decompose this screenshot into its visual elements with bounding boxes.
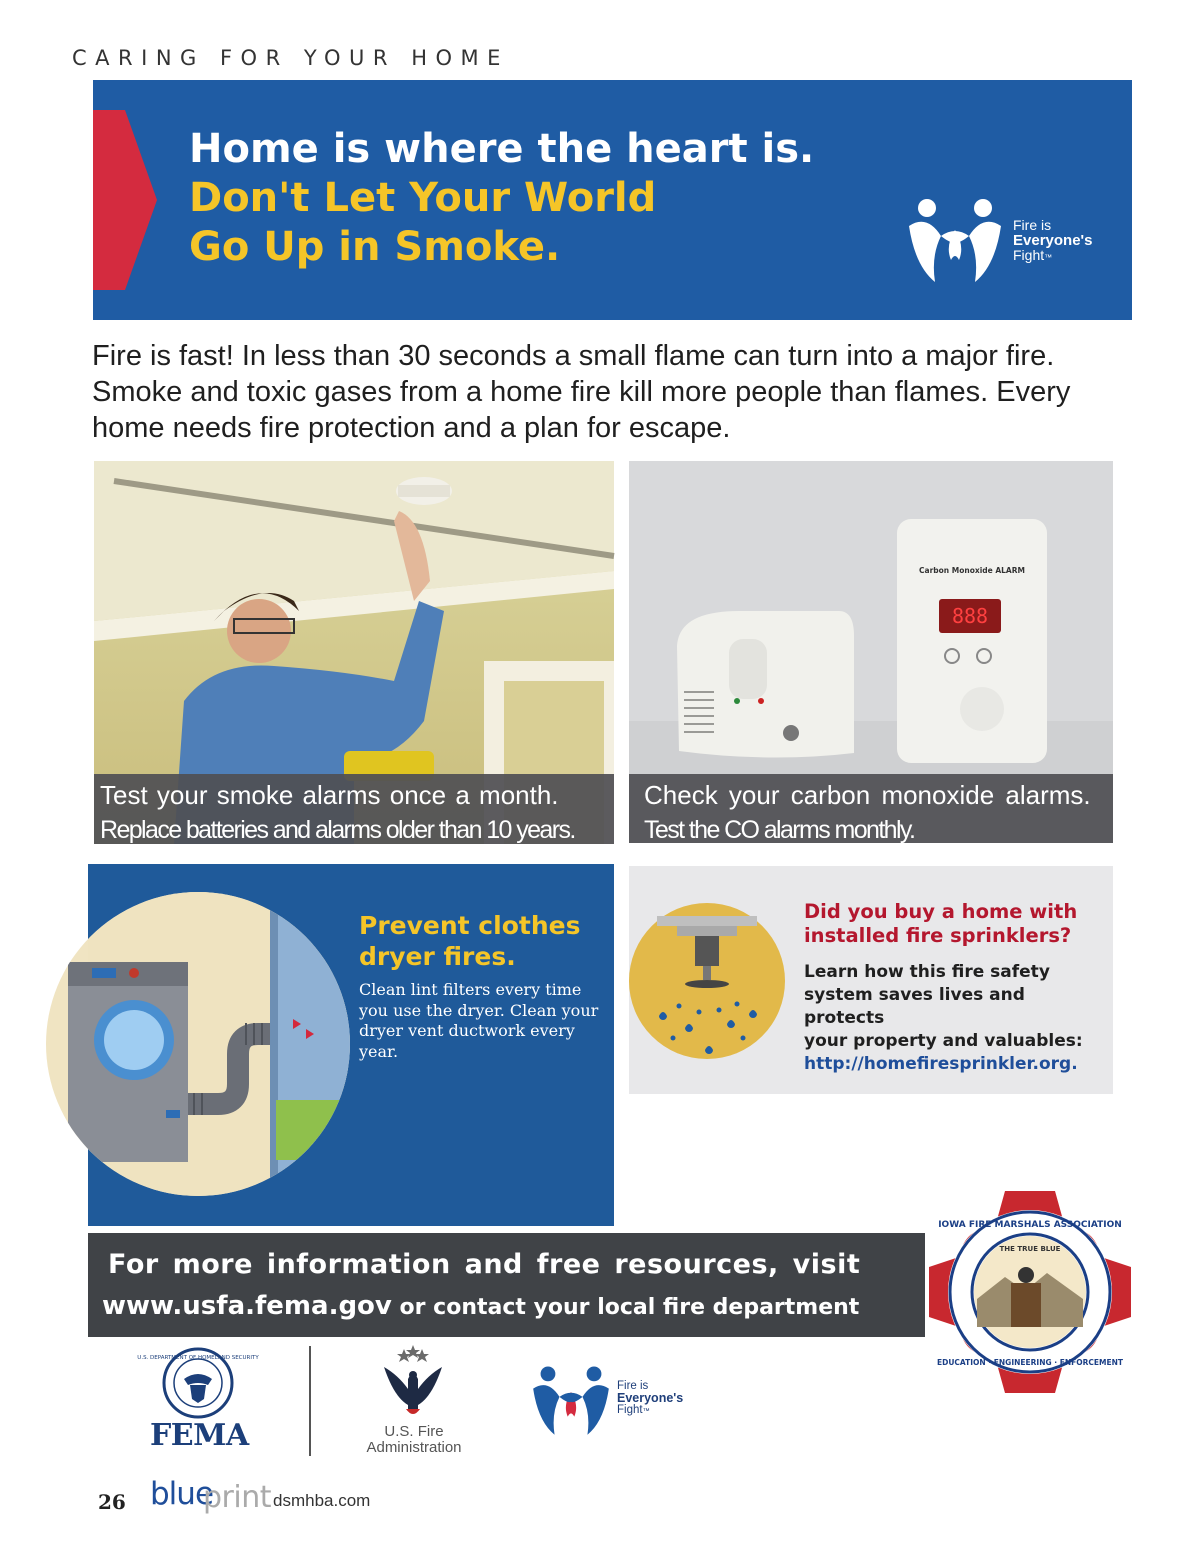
smoke-caption-line-2: Replace batteries and alarms older than 10 years.: [100, 816, 575, 844]
site-url[interactable]: dsmhba.com: [273, 1491, 371, 1510]
smoke-caption-line-1: Test your smoke alarms once a month.: [100, 780, 559, 810]
dryer-title-line-1: Prevent clothes: [359, 911, 581, 940]
intro-paragraph: Fire is fast! In less than 30 seconds a small flame can turn into a major fire. Smoke and toxic gases from a home fire kill more people than flames. Every home needs fire protection and a plan for escape.: [92, 340, 1071, 444]
fef-trademark: ™: [642, 1408, 650, 1415]
people-figures-icon: [905, 196, 1005, 286]
logo-line-2: Everyone's: [1013, 232, 1093, 249]
co-caption-line-2: Test the CO alarms monthly.: [644, 816, 915, 844]
logo-line-1: Fire is: [1013, 217, 1052, 233]
dryer-body: Clean lint filters every time you use the dryer. Clean your dryer vent ductwork every year.: [359, 980, 599, 1061]
sprinkler-body-line-1: Learn how this fire safety: [804, 962, 1050, 982]
usfa-url-link[interactable]: www.usfa.fema.gov: [102, 1291, 392, 1321]
usfa-text: [360, 1424, 468, 1456]
smoke-alarm-panel: [94, 461, 614, 844]
co-alarm-panel: [629, 461, 1113, 843]
banner-line-3: Go Up in Smoke.: [189, 224, 561, 270]
info-line-2-rest: or contact your local fire department: [399, 1295, 860, 1320]
sprinkler-title: [804, 900, 1077, 948]
banner-line-1: Home is where the heart is.: [189, 126, 815, 172]
badge-inner: THE TRUE BLUE: [999, 1245, 1061, 1253]
fire-marshals-badge: [925, 1187, 1135, 1397]
info-line-2: [102, 1291, 859, 1321]
brand-print: print: [203, 1480, 271, 1515]
fema-logo-text: FEMA: [150, 1418, 249, 1453]
brand-blue: blue: [150, 1476, 214, 1512]
sprinkler-body-line-3: your property and valuables:: [804, 1031, 1083, 1051]
sprinkler-body-line-2: system saves lives and protects: [804, 985, 1025, 1028]
fef-figures-icon: [529, 1364, 613, 1438]
logo-line-3: Fight™: [1013, 247, 1053, 263]
co-device-label: Carbon Monoxide ALARM: [919, 566, 1025, 575]
smoke-alarm-caption: [94, 774, 614, 844]
sprinkler-title-line-2: installed fire sprinklers?: [804, 924, 1072, 947]
red-chevron-icon: [93, 110, 163, 290]
fef-line-1: Fire is: [617, 1380, 649, 1392]
banner-line-2: Don't Let Your World: [189, 175, 657, 221]
badge-name: IOWA FIRE MARSHALS ASSOCIATION: [938, 1220, 1122, 1230]
usfa-line-1: U.S. Fire: [384, 1423, 444, 1440]
trademark: ™: [1044, 253, 1053, 262]
fef-footer-logo: [529, 1364, 699, 1438]
sprinkler-icon: [629, 866, 799, 1094]
dhs-seal-text: U.S. DEPARTMENT OF HOMELAND SECURITY: [137, 1355, 259, 1361]
page-number: 26: [98, 1490, 126, 1514]
sprinkler-panel: [629, 866, 1113, 1094]
section-title: CARING FOR YOUR HOME: [72, 46, 509, 70]
fef-line-3: Fight™: [617, 1404, 650, 1416]
co-display: 888: [951, 604, 989, 628]
co-caption-line-1: Check your carbon monoxide alarms.: [644, 780, 1091, 810]
banner: [93, 80, 1132, 320]
badge-motto: EDUCATION · ENGINEERING · ENFORCEMENT: [936, 1358, 1124, 1367]
dryer-title: [359, 910, 580, 972]
sprinkler-body: [804, 961, 1109, 1076]
sprinkler-link[interactable]: http://homefiresprinkler.org.: [804, 1054, 1078, 1074]
fef-line-2: Everyone's: [617, 1391, 684, 1405]
co-alarm-caption: [629, 774, 1113, 843]
usfa-eagle-icon: [378, 1345, 448, 1423]
logo-divider: [309, 1346, 311, 1456]
usfa-line-2: Administration: [366, 1439, 462, 1456]
info-bar: [88, 1233, 925, 1337]
dryer-title-line-2: dryer fires.: [359, 942, 516, 971]
info-line-1: For more information and free resources, visit: [108, 1249, 861, 1280]
sprinkler-title-line-1: Did you buy a home with: [804, 900, 1078, 923]
dryer-illustration: [88, 864, 348, 1226]
dryer-fire-panel: [88, 864, 614, 1226]
dhs-seal-icon: [137, 1347, 259, 1419]
